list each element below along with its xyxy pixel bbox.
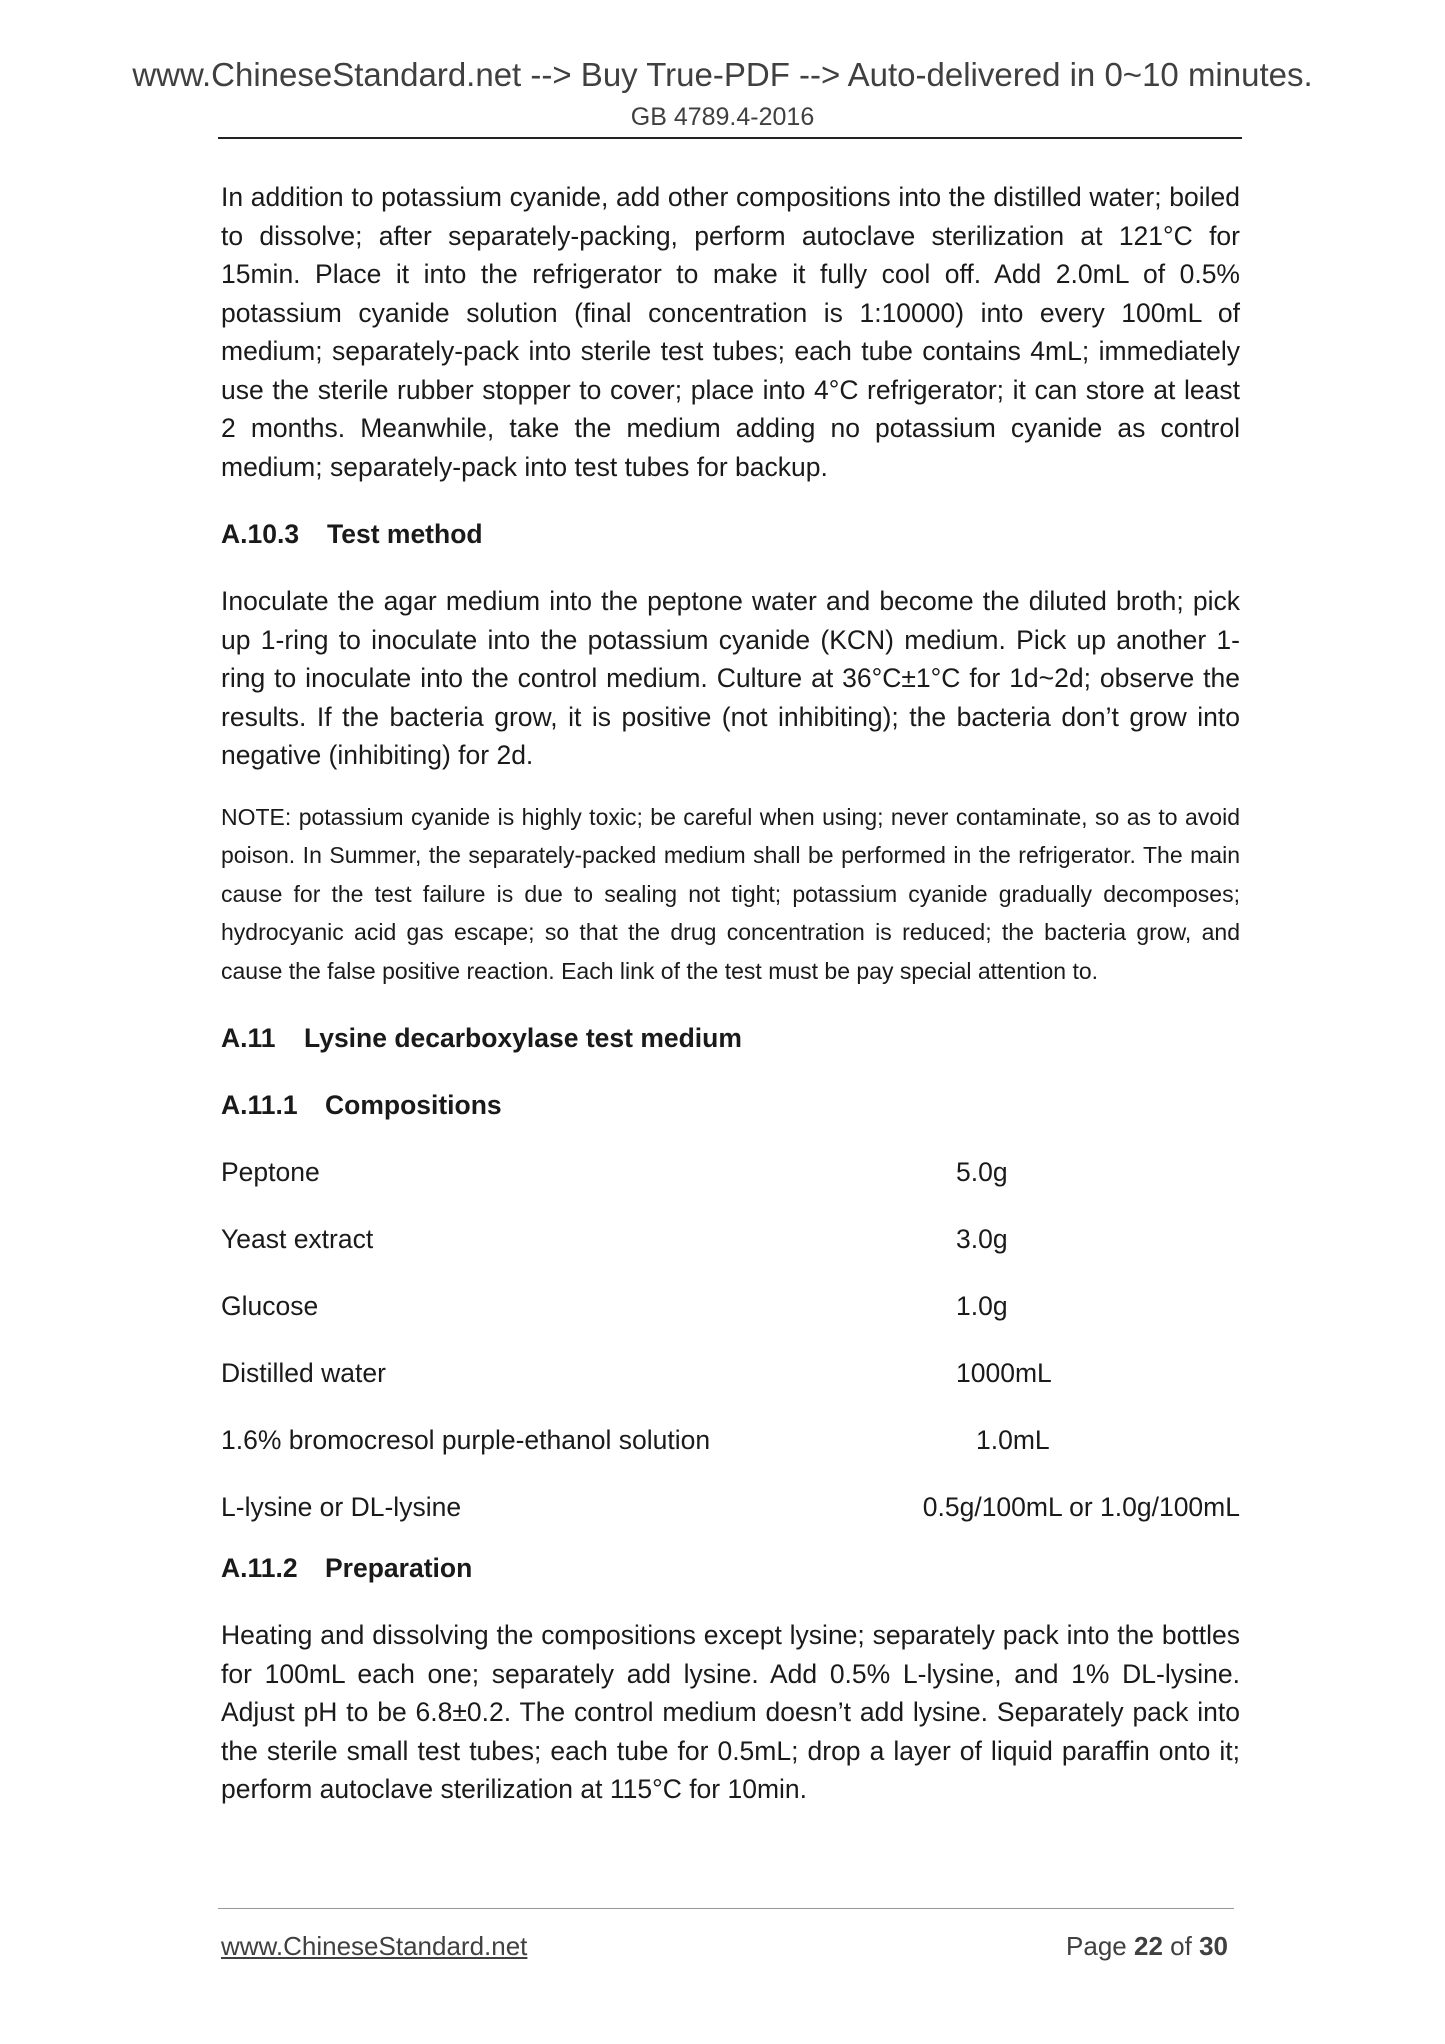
page-of: of <box>1170 1931 1192 1961</box>
composition-quantity: 1.0mL <box>976 1425 1050 1455</box>
standard-code: GB 4789.4-2016 <box>630 103 815 131</box>
page-total: 30 <box>1199 1931 1228 1961</box>
composition-quantity: 3.0g <box>956 1224 1008 1254</box>
section-title: Test method <box>327 519 483 549</box>
composition-row <box>221 1287 1240 1325</box>
section-number: A.10.3 <box>221 519 300 549</box>
page-prefix: Page <box>1066 1931 1127 1961</box>
page-indicator <box>1066 1930 1228 1962</box>
composition-row <box>221 1220 1240 1258</box>
composition-name: 1.6% bromocresol purple-ethanol solution <box>221 1425 711 1455</box>
composition-quantity: 5.0g <box>956 1157 1008 1187</box>
preparation-paragraph: Heating and dissolving the compositions except lysine; separately pack into the bottles for 100mL each one; separately add lysine. Add 0.5% L-lysine, and 1% DL-lysine. Adjust pH to be 6.8±0.2. The control medium doesn’t add lysine. Separately pack into the sterile small test tubes; each tube for 0.5mL; drop a layer of liquid paraffin onto it; perform autoclave sterilization at 115°C for 10min. <box>221 1620 1240 1804</box>
section-heading-a11-2 <box>221 1549 1240 1587</box>
header-banner: www.ChineseStandard.net --> Buy True-PDF --> Auto-delivered in 0~10 minutes. <box>132 56 1313 93</box>
section-title: Preparation <box>325 1553 473 1583</box>
composition-name: Glucose <box>221 1291 319 1321</box>
intro-paragraph: In addition to potassium cyanide, add other compositions into the distilled water; boiled to dissolve; after separately-packing, perform autoclave sterilization at 121°C for 15min. Place it into the refrigerator to make it fully cool off. Add 2.0mL of 0.5% potassium cyanide solution (final concentration is 1:10000) into every 100mL of medium; separately-pack into sterile test tubes; each tube contains 4mL; immediately use the sterile rubber stopper to cover; place into 4°C refrigerator; it can store at least 2 months. Meanwhile, take the medium adding no potassium cyanide as control medium; separately-pack into test tubes for backup. <box>221 182 1240 482</box>
composition-quantity: 1.0g <box>956 1291 1008 1321</box>
section-title: Compositions <box>325 1090 502 1120</box>
composition-quantity: 1000mL <box>956 1358 1052 1388</box>
section-number: A.11.1 <box>221 1090 298 1120</box>
composition-name: L-lysine or DL-lysine <box>221 1492 462 1522</box>
header-divider <box>218 137 1242 139</box>
section-heading-a11 <box>221 1019 1240 1057</box>
composition-name: Yeast extract <box>221 1224 374 1254</box>
composition-name: Distilled water <box>221 1358 386 1388</box>
section-heading-a11-1 <box>221 1086 1240 1124</box>
footer-divider <box>218 1908 1234 1909</box>
note-paragraph: NOTE: potassium cyanide is highly toxic; be careful when using; never contaminate, so as to avoid poison. In Summer, the separately-packed medium shall be performed in the refrigerator. The main cause for the test failure is due to sealing not tight; potassium cyanide gradually decomposes; hydrocyanic acid gas escape; so that the drug concentration is reduced; the bacteria grow, and cause the false positive reaction. Each link of the test must be pay special attention to. <box>221 803 1240 984</box>
footer-site-link[interactable]: www.ChineseStandard.net <box>221 1931 528 1961</box>
composition-row <box>221 1488 1240 1526</box>
composition-quantity: 0.5g/100mL or 1.0g/100mL <box>922 1492 1240 1522</box>
section-number: A.11 <box>221 1023 276 1053</box>
composition-row <box>221 1153 1240 1191</box>
composition-name: Peptone <box>221 1157 320 1187</box>
page-content <box>221 178 1240 1809</box>
section-number: A.11.2 <box>221 1553 298 1583</box>
composition-row <box>221 1421 1240 1459</box>
section-title: Lysine decarboxylase test medium <box>304 1023 742 1053</box>
test-method-paragraph: Inoculate the agar medium into the peptone water and become the diluted broth; pick up 1-ring to inoculate into the potassium cyanide (KCN) medium. Pick up another 1-ring to inoculate into the control medium. Culture at 36°C±1°C for 1d~2d; observe the results. If the bacteria grow, it is positive (not inhibiting); the bacteria don’t grow into negative (inhibiting) for 2d. <box>221 586 1240 770</box>
composition-row <box>221 1354 1240 1392</box>
page-current: 22 <box>1134 1931 1163 1961</box>
section-heading-a10-3 <box>221 515 1240 553</box>
